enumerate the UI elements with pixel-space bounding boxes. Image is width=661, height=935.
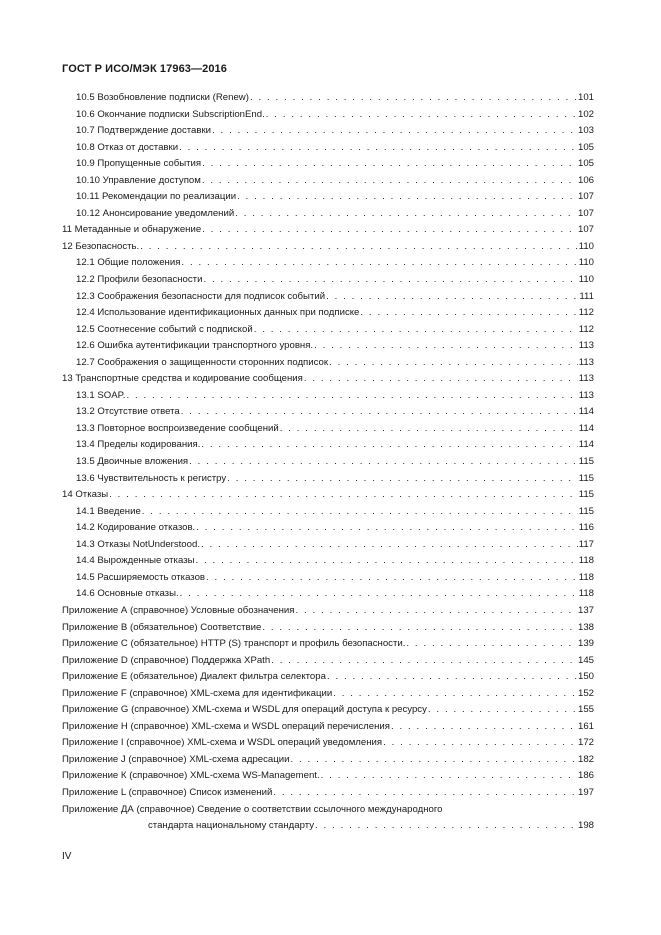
toc-entry-page: 107 xyxy=(577,207,594,219)
toc-leader-dots xyxy=(266,107,577,124)
table-of-contents xyxy=(62,90,594,835)
toc-entry-page: 112 xyxy=(578,323,594,335)
toc-entry-page: 116 xyxy=(578,522,594,534)
toc-entry[interactable] xyxy=(62,305,594,322)
toc-entry-page: 115 xyxy=(578,489,594,501)
toc-entry[interactable] xyxy=(62,620,594,637)
toc-entry-title: 14.2 Кодирование отказов. xyxy=(76,522,196,534)
toc-entry-page: 107 xyxy=(577,224,594,236)
toc-entry-title: Приложение Е (обязательное) Диалект фильтра селектора xyxy=(62,671,326,683)
toc-leader-dots xyxy=(327,669,577,686)
toc-leader-dots xyxy=(189,454,578,471)
toc-entry[interactable] xyxy=(62,471,594,488)
toc-entry[interactable] xyxy=(62,553,594,570)
toc-leader-dots xyxy=(201,537,578,554)
toc-leader-dots xyxy=(202,156,577,173)
toc-entry-page: 145 xyxy=(577,654,594,666)
toc-leader-dots xyxy=(140,239,578,256)
toc-entry-page: 107 xyxy=(577,191,594,203)
toc-entry-page: 114 xyxy=(578,422,594,434)
toc-leader-dots xyxy=(315,818,577,835)
toc-entry[interactable] xyxy=(62,437,594,454)
toc-leader-dots xyxy=(181,255,577,272)
toc-entry[interactable] xyxy=(62,90,594,107)
toc-entry[interactable] xyxy=(62,669,594,686)
toc-entry-title: 13.5 Двоичные вложения xyxy=(76,456,189,468)
toc-entry-title: 12 Безопасность. xyxy=(62,240,140,252)
toc-entry-title: 14.4 Вырожденные отказы xyxy=(76,555,195,567)
toc-entry[interactable] xyxy=(62,338,594,355)
toc-leader-dots xyxy=(295,603,577,620)
toc-leader-dots xyxy=(329,355,578,372)
toc-leader-dots xyxy=(280,421,578,438)
toc-entry-title: 10.6 Окончание подписки SubscriptionEnd. xyxy=(76,108,265,120)
toc-entry-title: 10.10 Управление доступом xyxy=(76,174,201,186)
toc-entry[interactable] xyxy=(62,520,594,537)
page-number: IV xyxy=(62,851,72,862)
toc-leader-dots xyxy=(196,520,577,537)
toc-leader-dots xyxy=(202,173,577,190)
toc-entry-title: Приложение F (справочное) XML-схема для идентификации xyxy=(62,687,333,699)
toc-leader-dots xyxy=(406,636,577,653)
toc-entry-page: 111 xyxy=(579,290,594,302)
toc-entry-title: 12.2 Профили безопасности xyxy=(76,274,203,286)
toc-entry-title: 12.1 Общие положения xyxy=(76,257,181,269)
toc-leader-dots xyxy=(333,686,577,703)
toc-entry-title: 10.8 Отказ от доставки xyxy=(76,141,179,153)
toc-leader-dots xyxy=(391,719,577,736)
toc-entry[interactable] xyxy=(62,735,594,752)
toc-entry-page: 110 xyxy=(578,240,594,252)
toc-entry-title: стандарта национальному стандарту xyxy=(148,820,314,832)
toc-entry[interactable] xyxy=(62,272,594,289)
toc-entry-title: 12.6 Ошибка аутентификации транспортного уровня. xyxy=(76,340,314,352)
toc-leader-dots xyxy=(250,90,577,107)
toc-entry-title: 12.5 Соотнесение событий с подпиской xyxy=(76,323,253,335)
toc-entry[interactable] xyxy=(62,454,594,471)
toc-entry-page: 118 xyxy=(578,588,594,600)
toc-entry[interactable] xyxy=(62,255,594,272)
toc-entry-title: 12.7 Соображения о защищенности сторонних подписок xyxy=(76,356,329,368)
toc-entry[interactable] xyxy=(62,719,594,736)
toc-entry[interactable] xyxy=(62,504,594,521)
toc-entry[interactable] xyxy=(62,322,594,339)
toc-entry-page: 197 xyxy=(577,786,594,798)
toc-leader-dots xyxy=(227,471,578,488)
toc-entry-page: 102 xyxy=(577,108,594,120)
toc-entry-annex-da[interactable] xyxy=(62,802,594,819)
toc-entry[interactable] xyxy=(62,140,594,157)
toc-leader-dots xyxy=(291,752,577,769)
toc-leader-dots xyxy=(212,123,577,140)
toc-entry[interactable] xyxy=(62,421,594,438)
toc-entry-page: 106 xyxy=(577,174,594,186)
toc-leader-dots xyxy=(360,305,577,322)
toc-entry[interactable] xyxy=(62,702,594,719)
toc-entry-title: Приложение G (справочное) XML-схема и WSDL для операций доступа к ресурсу xyxy=(62,704,427,716)
toc-entry-page: 152 xyxy=(577,687,594,699)
toc-entry-title: Приложение J (справочное) XML-схема адресации xyxy=(62,753,290,765)
toc-leader-dots xyxy=(271,653,577,670)
toc-leader-dots xyxy=(383,735,577,752)
toc-entry[interactable] xyxy=(62,487,594,504)
toc-entry-page: 138 xyxy=(577,621,594,633)
toc-entry-title: Приложение В (обязательное) Соответствие xyxy=(62,621,262,633)
toc-entry[interactable] xyxy=(62,107,594,124)
toc-entry-page: 101 xyxy=(577,92,594,103)
toc-entry[interactable] xyxy=(62,355,594,372)
toc-leader-dots xyxy=(273,785,577,802)
toc-entry[interactable] xyxy=(62,222,594,239)
toc-entry[interactable] xyxy=(62,173,594,190)
toc-leader-dots xyxy=(180,586,578,603)
document-header: ГОСТ Р ИСО/МЭК 17963—2016 xyxy=(62,63,227,75)
toc-entry-page: 112 xyxy=(578,307,594,319)
toc-leader-dots xyxy=(321,768,577,785)
toc-leader-dots xyxy=(235,206,577,223)
toc-leader-dots xyxy=(181,404,578,421)
toc-entry-title: Приложение ДА (справочное) Сведение о соответствии ссылочного международного xyxy=(62,803,443,815)
toc-entry-page: 105 xyxy=(577,141,594,153)
toc-entry[interactable] xyxy=(62,189,594,206)
toc-entry-page: 150 xyxy=(577,671,594,683)
toc-entry-page: 110 xyxy=(578,274,594,286)
toc-entry-title: 14.5 Расширяемость отказов xyxy=(76,571,206,583)
toc-entry-page: 198 xyxy=(577,820,594,832)
toc-entry-title: 12.4 Использование идентификационных данных при подписке xyxy=(76,307,360,319)
toc-entry-title: 14.6 Основные отказы. xyxy=(76,588,179,600)
toc-entry-title: Приложение I (справочное) XML-схема и WSDL операций уведомления xyxy=(62,737,383,749)
toc-entry-title: 10.7 Подтверждение доставки xyxy=(76,125,212,137)
toc-entry-title: Приложение А (справочное) Условные обозначения xyxy=(62,604,295,616)
toc-leader-dots xyxy=(304,371,578,388)
toc-entry-page: 114 xyxy=(578,439,594,451)
toc-entry-page: 113 xyxy=(578,373,594,385)
toc-entry-page: 115 xyxy=(578,456,594,468)
toc-entry-page: 113 xyxy=(578,389,594,401)
toc-entry-title: 10.9 Пропущенные события xyxy=(76,158,202,170)
toc-entry-title: Приложение L (справочное) Список изменений xyxy=(62,786,273,798)
toc-entry-title: 12.3 Соображения безопасности для подписок событий xyxy=(76,290,326,302)
toc-entry-page: 105 xyxy=(577,158,594,170)
toc-leader-dots xyxy=(201,437,577,454)
toc-entry-page: 186 xyxy=(577,770,594,782)
toc-entry[interactable] xyxy=(62,570,594,587)
toc-entry-title: 14.3 Отказы NotUnderstood. xyxy=(76,538,200,550)
toc-entry[interactable] xyxy=(62,686,594,703)
toc-entry[interactable] xyxy=(62,206,594,223)
toc-entry-title: 11 Метаданные и обнаружение xyxy=(62,224,202,236)
toc-leader-dots xyxy=(109,487,578,504)
toc-leader-dots xyxy=(237,189,577,206)
toc-entry[interactable] xyxy=(62,289,594,306)
toc-entry-title: Приложение Н (справочное) XML-схема и WSDL операций перечисления xyxy=(62,720,390,732)
toc-leader-dots xyxy=(203,272,577,289)
toc-entry[interactable] xyxy=(62,388,594,405)
toc-entry-page: 113 xyxy=(578,340,594,352)
toc-entry[interactable] xyxy=(62,404,594,421)
toc-entry-page: 117 xyxy=(578,538,594,550)
toc-leader-dots xyxy=(196,553,578,570)
toc-entry-page: 137 xyxy=(577,604,594,616)
toc-entry-page: 182 xyxy=(577,753,594,765)
toc-entry[interactable] xyxy=(62,537,594,554)
toc-leader-dots xyxy=(314,338,578,355)
toc-entry-title: 14.1 Введение xyxy=(76,505,141,517)
toc-entry-title: Приложение D (справочное) Поддержка XPath xyxy=(62,654,271,666)
toc-entry[interactable] xyxy=(62,768,594,785)
toc-leader-dots xyxy=(326,289,578,306)
toc-entry-page: 103 xyxy=(577,125,594,137)
toc-entry-page: 113 xyxy=(578,356,594,368)
toc-entry-page: 118 xyxy=(578,571,594,583)
toc-entry[interactable] xyxy=(62,603,594,620)
toc-entry-page: 139 xyxy=(577,638,594,650)
toc-entry-title: 13.6 Чувствительность к регистру xyxy=(76,472,227,484)
toc-entry[interactable] xyxy=(62,371,594,388)
toc-leader-dots xyxy=(202,222,577,239)
toc-entry[interactable] xyxy=(62,785,594,802)
toc-entry-annex-da-continuation[interactable] xyxy=(62,818,594,835)
toc-entry-title: 13 Транспортные средства и кодирование сообщения xyxy=(62,373,303,385)
toc-entry-title: 10.5 Возобновление подписки (Renew) xyxy=(76,92,249,103)
toc-entry[interactable] xyxy=(62,156,594,173)
toc-entry-page: 155 xyxy=(577,704,594,716)
toc-entry-page: 161 xyxy=(577,720,594,732)
toc-entry-title: 10.11 Рекомендации по реализации xyxy=(76,191,237,203)
toc-entry-title: 13.2 Отсутствие ответа xyxy=(76,406,180,418)
toc-leader-dots xyxy=(206,570,578,587)
toc-entry-title: 10.12 Анонсирование уведомлений xyxy=(76,207,235,219)
toc-entry[interactable] xyxy=(62,653,594,670)
toc-entry-page: 118 xyxy=(578,555,594,567)
toc-entry[interactable] xyxy=(62,123,594,140)
toc-entry-title: 13.1 SOAP. xyxy=(76,389,126,401)
toc-leader-dots xyxy=(179,140,577,157)
toc-entry-title: 14 Отказы xyxy=(62,489,109,501)
toc-entry-page: 115 xyxy=(578,505,594,517)
toc-entry-title: 13.3 Повторное воспроизведение сообщений xyxy=(76,422,279,434)
toc-leader-dots xyxy=(142,504,578,521)
toc-entry-page: 115 xyxy=(578,472,594,484)
toc-leader-dots xyxy=(254,322,578,339)
toc-entry[interactable] xyxy=(62,586,594,603)
toc-leader-dots xyxy=(262,620,577,637)
toc-entry-title: Приложение К (справочное) XML-схема WS-Management. xyxy=(62,770,320,782)
toc-entry[interactable] xyxy=(62,636,594,653)
toc-entry-title: Приложение С (обязательное) HTTP (S) транспорт и профиль безопасности. xyxy=(62,638,406,650)
toc-entry-page: 114 xyxy=(578,406,594,418)
toc-entry[interactable] xyxy=(62,239,594,256)
toc-leader-dots xyxy=(126,388,577,405)
toc-entry-title: 13.4 Пределы кодирования. xyxy=(76,439,201,451)
toc-entry-page: 172 xyxy=(577,737,594,749)
toc-entry[interactable] xyxy=(62,752,594,769)
toc-leader-dots xyxy=(428,702,577,719)
toc-entry-page: 110 xyxy=(578,257,594,269)
